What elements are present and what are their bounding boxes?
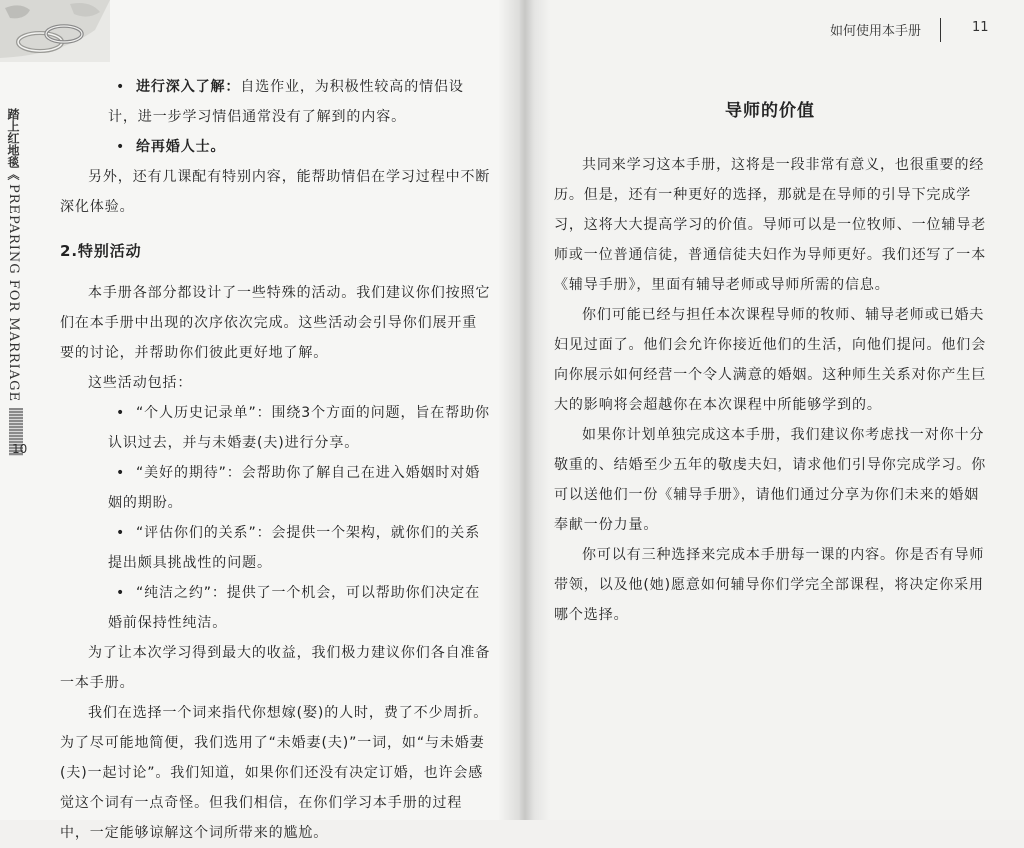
side-title-en: PREPARING FOR MARRIAGE [6, 184, 21, 403]
activity-item: • “评估你们的关系”：会提供一个架构，就你们的关系提出颇具挑战性的问题。 [60, 518, 492, 578]
wedding-rings-image [0, 0, 110, 62]
side-title-cn: 踏上红地毯 [6, 108, 20, 168]
section-title: 导师的价值 [725, 101, 815, 121]
bullet-item: • 进行深入了解：自选作业，为积极性较高的情侣设计，进一步学习情侣通常没有了解到的内容。 [60, 72, 492, 132]
activity-item: • “美好的期待”：会帮助你了解自己在进入婚姻时对婚姻的期盼。 [60, 458, 492, 518]
page-number-right: 11 [972, 20, 989, 35]
activity-item: • “纯洁之约”：提供了一个机会，可以帮助你们决定在婚前保持性纯洁。 [60, 578, 492, 638]
paragraph: 为了让本次学习得到最大的收益，我们极力建议你们各自准备一本手册。 [60, 645, 491, 691]
activity-item: • “个人历史记录单”：围绕3个方面的问题，旨在帮助你认识过去，并与未婚妻(夫)进行分享。 [60, 398, 492, 458]
side-title-bracket: 《 [6, 168, 20, 180]
paragraph: 你们可能已经与担任本次课程导师的牧师、辅导老师或已婚夫妇见过面了。他们会允许你接近他们的生活，向他们提问。他们会向你展示如何经营一个令人满意的婚姻。这种师生关系对你产生巨大的影响将会超越你在本次课程中所能够学到的。 [554, 307, 987, 413]
bullet-dot-icon: • [116, 139, 126, 155]
bullet-dot-icon: • [116, 585, 126, 601]
bullet-item: • 给再婚人士。 [60, 132, 492, 162]
page-number-left: 10 [12, 442, 28, 456]
paragraph: 共同来学习这本手册，这将是一段非常有意义，也很重要的经历。但是，还有一种更好的选择，那就是在导师的引导下完成学习，这将大大提高学习的价值。导师可以是一位牧师、一位辅导老师或一位普通信徒，普通信徒夫妇作为导师更好。我们还写了一本《辅导手册》，里面有辅导老师或导师所需的信息。 [554, 157, 987, 293]
bullet-dot-icon: • [116, 465, 126, 481]
bullet-dot-icon: • [116, 525, 126, 541]
paragraph: 这些活动包括： [88, 375, 193, 391]
paragraph: 你可以有三种选择来完成本手册每一课的内容。你是否有导师带领，以及他(她)愿意如何辅导你们学完全部课程，将决定你采用哪个选择。 [554, 547, 985, 623]
running-head: 如何使用本手册 [830, 24, 922, 39]
paragraph: 本手册各部分都设计了一些特殊的活动。我们建议你们按照它们在本手册中出现的次序依次完成。这些活动会引导你们展开重要的讨论，并帮助你们彼此更好地了解。 [60, 285, 491, 361]
paragraph: 另外，还有几课配有特别内容，能帮助情侣在学习过程中不断深化体验。 [60, 169, 491, 215]
section-heading: 2.特别活动 [60, 242, 142, 260]
paragraph: 我们在选择一个词来指代你想嫁(娶)的人时，费了不少周折。为了尽可能地简便，我们选用了“未婚妻(夫)”一词，如“与未婚妻(夫)一起讨论”。我们知道，如果你们还没有决定订婚，也许会感觉这个词有一点奇怪。但我们相信，在你们学习本手册的过程中，一定能够谅解这个词所带来的尴尬。 [60, 705, 489, 841]
left-body-text [60, 72, 492, 848]
right-body-text [554, 150, 990, 630]
side-tab [6, 108, 28, 456]
paragraph: 如果你计划单独完成这本手册，我们建议你考虑找一对你十分敬重的、结婚至少五年的敬虔夫妇，请求他们引导你完成学习。你可以送他们一份《辅导手册》，请他们通过分享为你们未来的婚姻奉献一份力量。 [554, 427, 987, 533]
running-head-separator [940, 18, 941, 42]
right-page [520, 0, 1024, 820]
bullet-dot-icon: • [116, 79, 126, 95]
bullet-dot-icon: • [116, 405, 126, 421]
book-gutter-shadow [498, 0, 550, 820]
